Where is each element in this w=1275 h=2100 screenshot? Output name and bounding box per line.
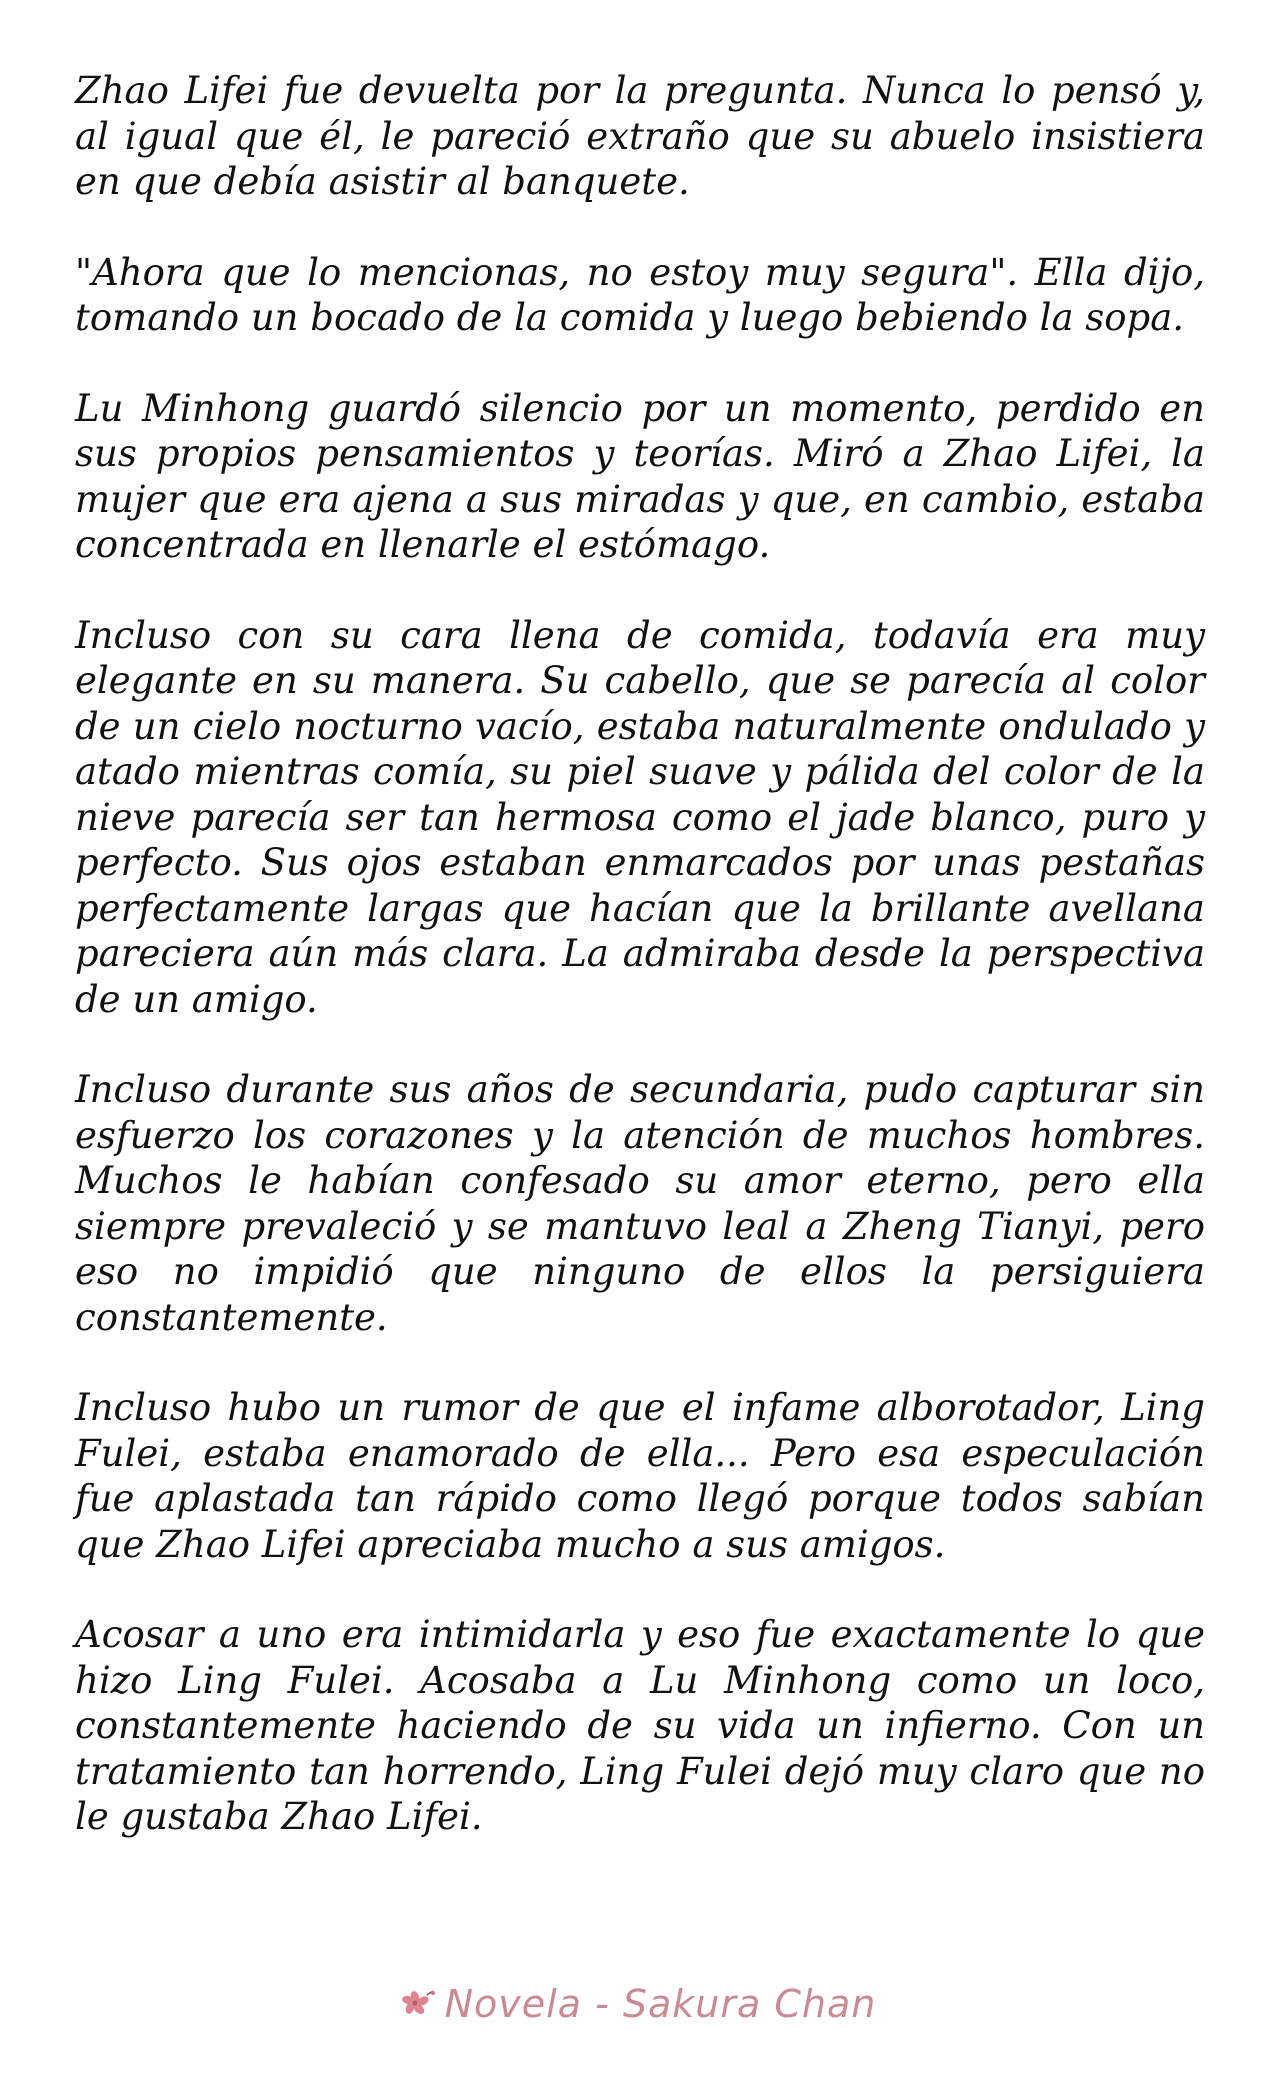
paragraph: Incluso con su cara llena de comida, todavía era muy elegante en su manera. Su cabello, que se parecía al color de un cielo nocturno vacío, estaba naturalmente ondulado y atado mientras comía, su piel suave y pálida del color de la nieve parecía ser tan hermosa como el jade blanco, puro y perfecto. Sus ojos estaban enmarcados por unas pestañas perfectamente largas que hacían que la brillante avellana pareciera aún más clara. La admiraba desde la perspectiva de un amigo.: [75, 613, 1205, 1021]
footer-watermark: [0, 1982, 1275, 2026]
watermark-group: [399, 1982, 877, 2026]
watermark-text: Novela - Sakura Chan: [444, 1982, 877, 2026]
chapter-text: [75, 68, 1205, 1885]
paragraph: Incluso hubo un rumor de que el infame alborotador, Ling Fulei, estaba enamorado de ella... Pero esa especulación fue aplastada tan rápido como llegó porque todos sabían que Zhao Lifei apreciaba mucho a sus amigos.: [75, 1386, 1205, 1566]
paragraph: Incluso durante sus años de secundaria, pudo capturar sin esfuerzo los corazones y la atención de muchos hombres. Muchos le habían confesado su amor eterno, pero ella siempre prevaleció y se mantuvo leal a Zheng Tianyi, pero eso no impidió que ninguno de ellos la persiguiera constantemente.: [75, 1068, 1205, 1339]
paragraph: Acosar a uno era intimidarla y eso fue exactamente lo que hizo Ling Fulei. Acosaba a Lu Minhong como un loco, constantemente haciendo de su vida un infierno. Con un tratamiento tan horrendo, Ling Fulei dejó muy claro que no le gustaba Zhao Lifei.: [75, 1613, 1205, 1838]
paragraph: Zhao Lifei fue devuelta por la pregunta. Nunca lo pensó y, al igual que él, le pareció extraño que su abuelo insistiera en que debía asistir al banquete.: [75, 69, 1205, 203]
paragraph: "Ahora que lo mencionas, no estoy muy segura". Ella dijo, tomando un bocado de la comida y luego bebiendo la sopa.: [75, 250, 1205, 339]
sakura-blossom-icon: [399, 1989, 437, 2019]
paragraph: Lu Minhong guardó silencio por un momento, perdido en sus propios pensamientos y teorías. Miró a Zhao Lifei, la mujer que era ajena a sus miradas y que, en cambio, estaba concentrada en llenarle el estómago.: [75, 386, 1205, 566]
